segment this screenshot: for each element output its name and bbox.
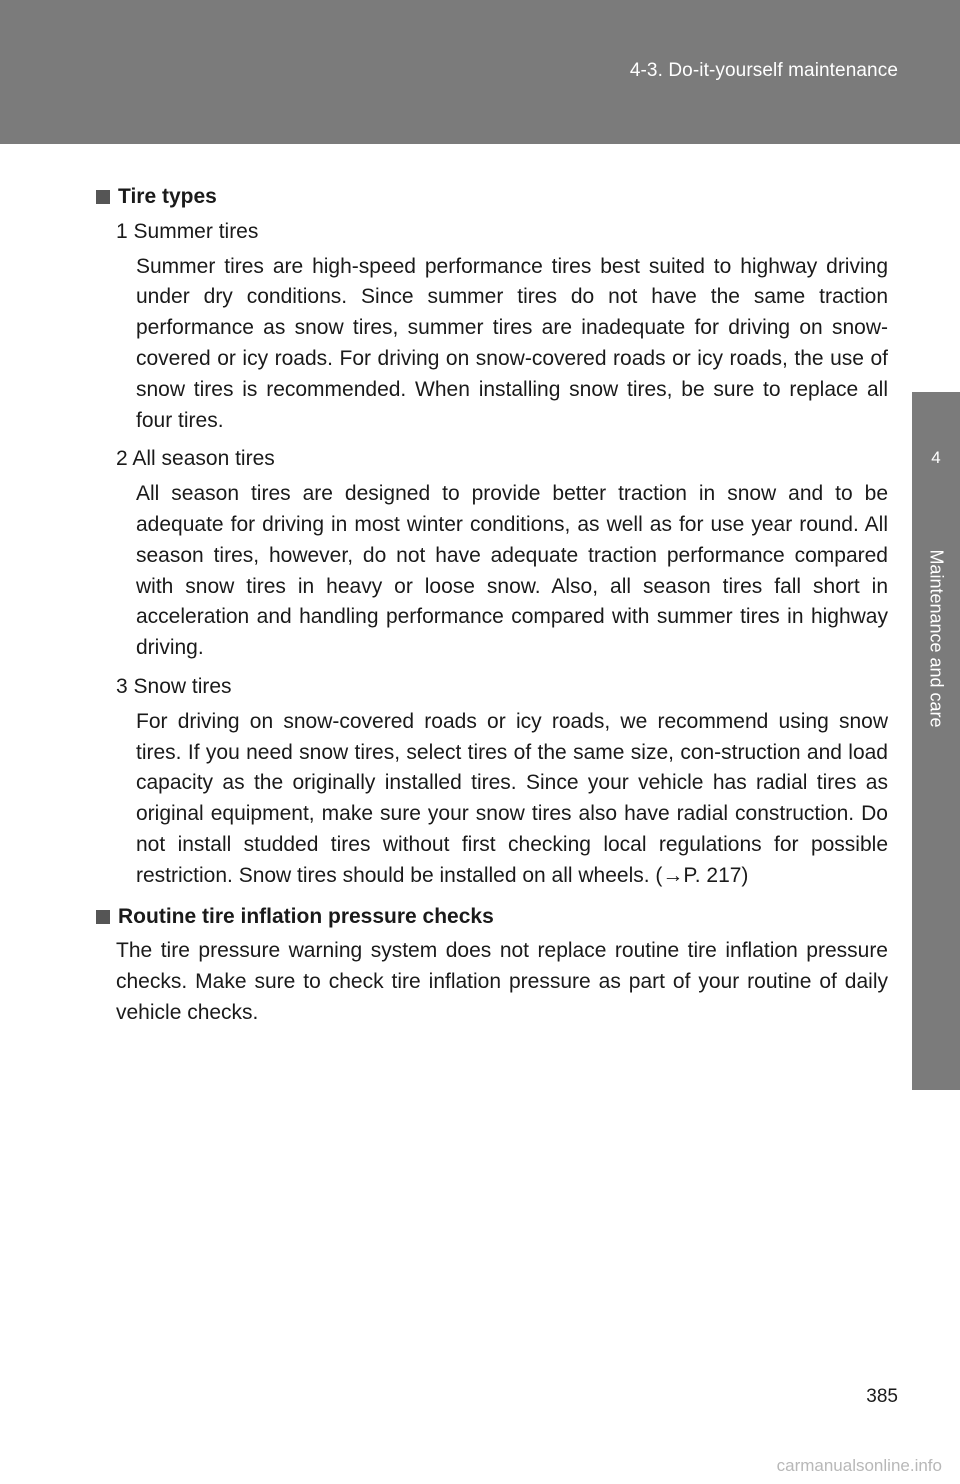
page-number: 385 bbox=[866, 1386, 898, 1407]
item-body-snow-tires: For driving on snow-covered roads or icy roads, we recommend using snow tires. If you need snow tires, select tires of the same size, con-struction and load capacity as the originally installed tires. Since your vehicle has radial tires as original equipment, make sure your snow tires also have radial construction. Do not install studded tires without first checking local regulations for possible restriction. Snow tires should be installed on all wheels. (→P. 217) bbox=[136, 709, 888, 887]
item-title-all-season-tires: 2 All season tires bbox=[116, 447, 275, 471]
section-body-pressure-checks: The tire pressure warning system does not replace routine tire inflation pressure checks. Make sure to check tire inflation pressure as part of your routine of daily vehicle checks. bbox=[116, 939, 888, 1024]
section-heading-text: Routine tire inflation pressure checks bbox=[118, 904, 494, 928]
item-title-summer-tires: 1 Summer tires bbox=[116, 219, 259, 243]
section-title: 4-3. Do-it-yourself maintenance bbox=[629, 60, 898, 81]
chapter-label: Maintenance and care bbox=[926, 549, 947, 728]
item-title-snow-tires: 3 Snow tires bbox=[116, 674, 232, 698]
square-bullet-icon bbox=[96, 190, 110, 204]
item-body-summer-tires: Summer tires are high-speed performance tires best suited to highway driving under dry conditions. Since summer tires do not have the same traction performance as snow tires, summer tires are inadequate for driving on snow-covered or icy roads. For driving on snow-covered roads or icy roads, the use of snow tires is recommended. When installing snow tires, be sure to replace all four tires. bbox=[136, 254, 888, 432]
section-heading-pressure-checks bbox=[96, 902, 888, 933]
section-heading-text: Tire types bbox=[118, 185, 217, 208]
chapter-side-tab bbox=[912, 392, 960, 1090]
watermark: carmanualsonline.info bbox=[776, 1456, 942, 1475]
page-content bbox=[96, 182, 888, 1029]
chapter-number: 4 bbox=[931, 448, 941, 467]
section-heading-tire-types bbox=[96, 182, 888, 213]
header-band bbox=[0, 0, 960, 144]
item-body-all-season-tires: All season tires are designed to provide better traction in snow and to be adequate for driving in most winter conditions, as well as for use year round. All season tires, however, do not have adequate traction performance compared with snow tires in heavy or loose snow. Also, all season tires fall short in acceleration and handling performance compared with summer tires in highway driving. bbox=[136, 482, 888, 660]
square-bullet-icon bbox=[96, 910, 110, 924]
